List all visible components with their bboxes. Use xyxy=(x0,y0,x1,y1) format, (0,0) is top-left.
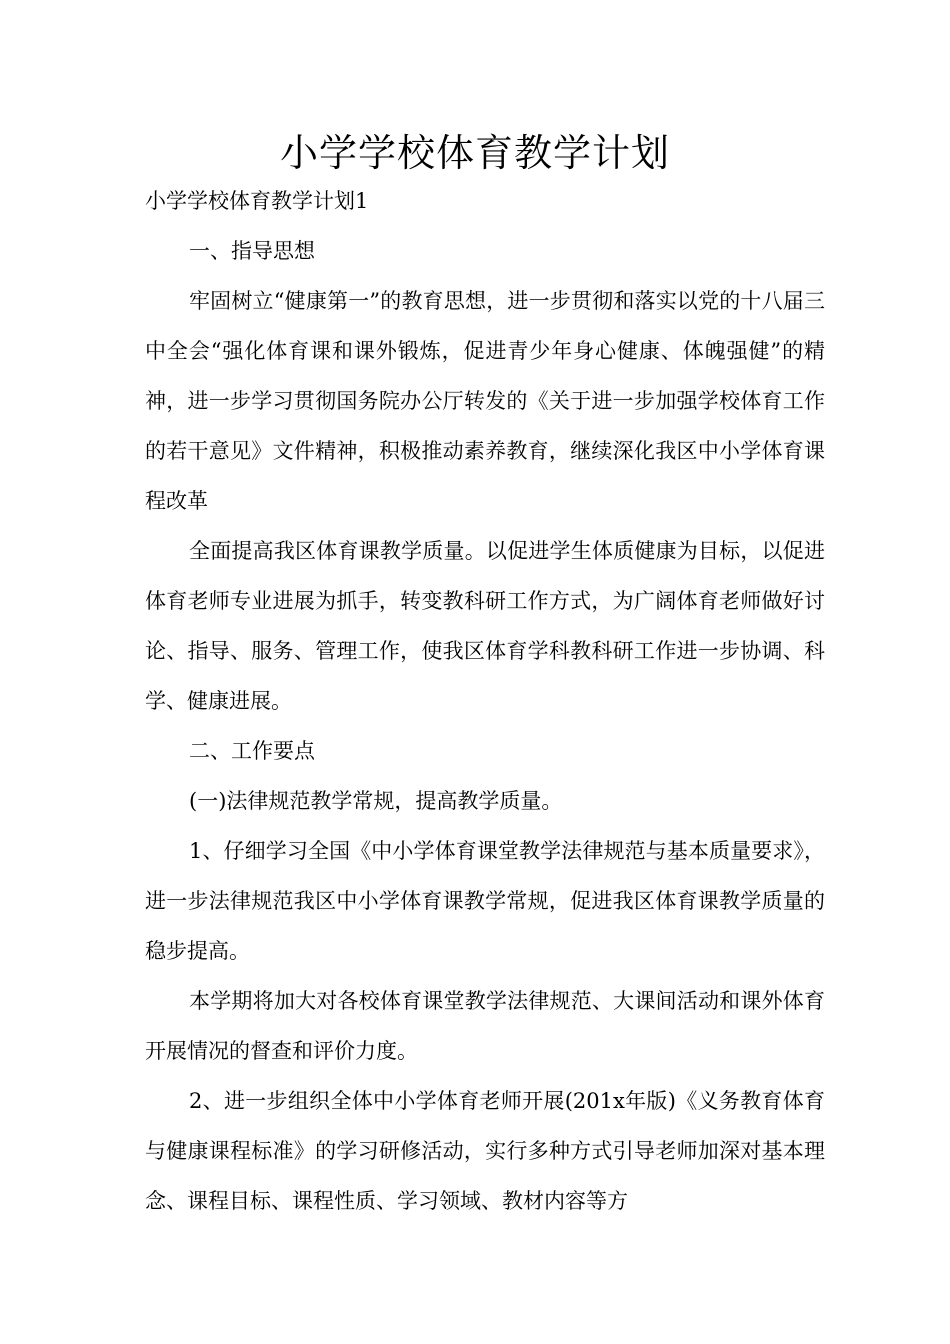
body-paragraph: 2、进一步组织全体中小学体育老师开展(201x年版)《义务教育体育与健康课程标准》的学习研修活动，实行多种方式引导老师加深对基本理念、课程目标、课程性质、学习领域、教材内容等方 xyxy=(145,1089,825,1213)
body-paragraph: 1、仔细学习全国《中小学体育课堂教学法律规范与基本质量要求》，进一步法律规范我区中小学体育课教学常规，促进我区体育课教学质量的稳步提高。 xyxy=(145,839,825,963)
document-body xyxy=(145,226,825,1226)
section-heading: 一、指导思想 xyxy=(189,239,315,263)
document-subtitle: 小学学校体育教学计划1 xyxy=(145,189,369,213)
body-paragraph: 牢固树立“健康第一”的教育思想，进一步贯彻和落实以党的十八届三中全会“强化体育课和课外锻炼，促进青少年身心健康、体魄强健”的精神，进一步学习贯彻国务院办公厅转发的《关于进一步加强学校体育工作的若干意见》文件精神，积极推动素养教育，继续深化我区中小学体育课程改革 xyxy=(145,289,825,513)
section-heading: 二、工作要点 xyxy=(189,739,315,763)
subsection-heading: (一)法律规范教学常规，提高教学质量。 xyxy=(189,789,563,813)
body-paragraph: 本学期将加大对各校体育课堂教学法律规范、大课间活动和课外体育开展情况的督查和评价力度。 xyxy=(145,989,825,1063)
body-paragraph: 全面提高我区体育课教学质量。以促进学生体质健康为目标，以促进体育老师专业进展为抓手，转变教科研工作方式，为广阔体育老师做好讨论、指导、服务、管理工作，使我区体育学科教科研工作进一步协调、科学、健康进展。 xyxy=(145,539,825,713)
document-title: 小学学校体育教学计划 xyxy=(279,131,670,175)
